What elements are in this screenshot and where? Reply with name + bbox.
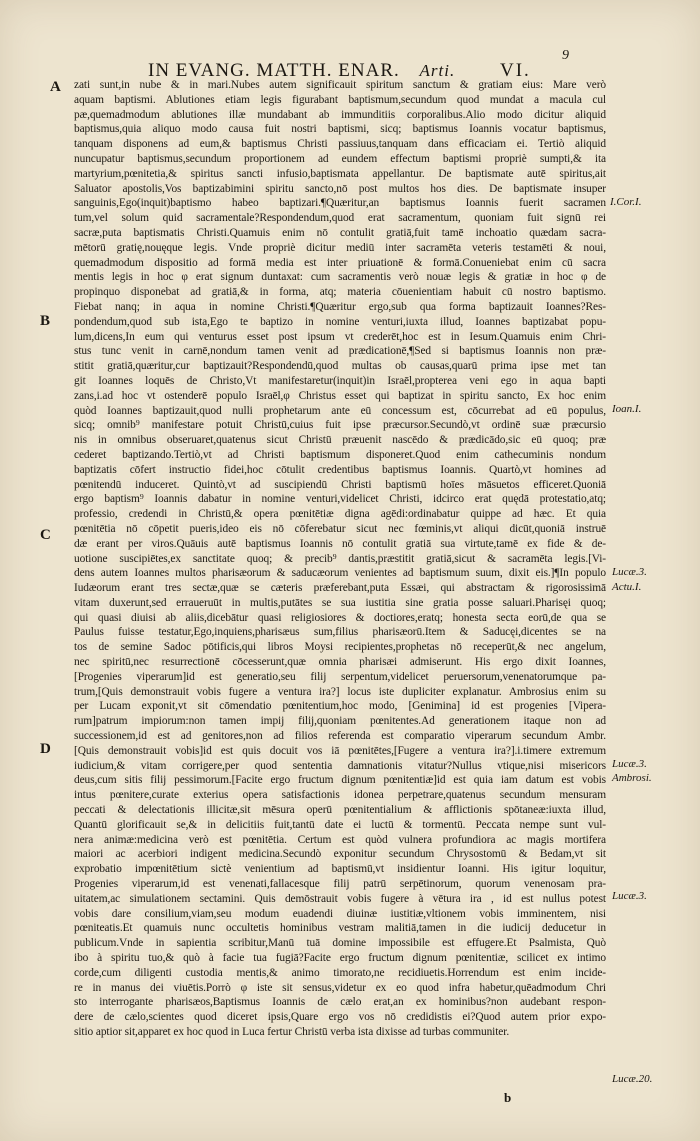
text-line: intus pœnitere,curate exterius opera satisfactionis idonea perpetrare,quatenus secundum mensuram xyxy=(74,789,606,802)
text-line: cederet baptizando.Tertiò,vt ad Christi baptismum disponeret.Quod enim cathecuminis nondum xyxy=(74,448,606,461)
signature-mark: b xyxy=(504,1090,512,1105)
folio-roman: VI. xyxy=(500,60,531,81)
text-line: nuncupatur baptismus,secundum proportionem ad eundem effectum baptismi propriè sumpti,& ita xyxy=(74,152,606,165)
margin-note-luc-2: Lucæ.3. xyxy=(612,758,647,770)
text-line: pœniteatis.Et quamuis nunc occultetis hominibus vestram malitiā,tamen in die iudicij deducetur in xyxy=(74,922,606,935)
margin-note-actu: Actu.I. xyxy=(612,581,642,593)
folio-number: 9 xyxy=(562,48,569,63)
text-line: nec spiritū,nec resurrectionē cōcesserunt,quæ omnia pharisæi admiserunt. His ergo dixit Ioannes, xyxy=(74,656,606,669)
text-line: git Ioannes loquēs de Christo,Vt manifestaretur(inquit)in Israēl,propterea veni ego in aqua bapti xyxy=(74,374,606,387)
text-line: uitatem,ac simulationem sectamini. Quis demōstrauit vobis fugere à vētura ira , id est nullus potest xyxy=(74,892,606,905)
text-line: tos de semine Sadoc pōtificis,qui libros Moysi recipientes,prophetas nō receperūt,& nec angelum, xyxy=(74,641,606,654)
text-line: peccati & delectationis illicitæ,sit mēsura operū pœnitentialium & afflictionis spōtaneæ:iuxta illud, xyxy=(74,804,606,817)
text-line: lum,dicens,In eum qui venturus esset post ipsum vt crederēt,hoc est in Iesum.Quamuis enim Chri- xyxy=(74,330,606,343)
text-line: quemadmodum dispositio ad formā media est inter priuationē & formā.Conueniebat enim cū sacra xyxy=(74,256,606,269)
section-letter-a: A xyxy=(50,79,61,95)
text-line: iudicium,& vitam corrigere,per quod sententia damnationis vitatur?Nullus vtique,nisi misericors xyxy=(74,759,606,772)
text-line: sitio aptior sit,apparet ex hoc quod in Luca fertur Christū verba ista dixisse ad turbas communiter. xyxy=(74,1026,510,1038)
text-line: per Lucam exponit,vt sit cōmendatio pœnitentium,hoc modo, [Genimina] id est progenies [Vipera- xyxy=(74,700,606,713)
text-line: rum]patrum impiorum:non tamen impij filij,quoniam pœnitentes.Ad generationem itaque non ad xyxy=(74,715,606,728)
margin-note-luc-3: Lucæ.3. xyxy=(612,890,647,902)
text-line: aquam baptismi. Ablutiones etiam legis figurabant baptismum,secundum quod mundat a macula cul xyxy=(74,93,606,106)
margin-note-ambrosi: Ambrosi. xyxy=(612,772,652,784)
text-line: tanquam disponens ad eum,& baptismus Christi passiuus,tanquam dans efficaciam ei. Tertiò aliquid xyxy=(74,138,606,151)
text-line: sanguinis,Ego(inquit)baptismo habeo baptizari.¶Quæritur,an baptismus Ioannis fuerit sacramen xyxy=(74,197,606,210)
text-line: qui quasi diuisi ab aliis,dicebātur quasi religiosiores & doctiores,eratq; honesta secta eorū,de qua se xyxy=(74,611,606,624)
section-letter-b: B xyxy=(40,313,51,329)
text-line: nera animæ:medicina verò est pœnitētia. Certum est quòd vulnera profundiora ac magis mortifera xyxy=(74,833,606,846)
text-line: trum,[Quis demonstrauit vobis fugere a ventura ira?] locus iste dupliciter explanatur. Ambrosius enim su xyxy=(74,685,606,698)
text-line: baptismus,quia aliquo modo causa fuit nostri baptismi, sicq; baptismus Ioannis vocatur baptismus, xyxy=(74,123,606,136)
text-line: sto interrogante pharisæos,Baptismus Ioannis de cælo erat,an ex hominibus?non audebant respon- xyxy=(74,996,606,1009)
text-line: martyrium,pœnitetia,& spiritus sancti infusio,baptismata appellantur. De baptismate autē spiritus,ait xyxy=(74,167,606,180)
text-line: deus,cum sitis filij pessimorum.[Facite ergo fructum dignum pœnitentiæ]id est quia iam datum est vobis xyxy=(74,774,606,787)
text-line: zans,i.ad hoc vt ostenderē populo Israēl,φ Christus esset qui baptizat in spiritu sancto, Ex hoc enim xyxy=(74,389,606,402)
text-line: Paulus fuisse testatur,Ego,inquiens,pharisæus sum,filius pharisæorū.Item & Saducęi,dicentes se na xyxy=(74,626,606,639)
text-line: Progenies viperarum,id est venenati,fallacesque filij patrū serpētinorum, quorum venenosam pra- xyxy=(74,878,606,891)
section-letter-d: D xyxy=(40,741,51,757)
text-line: Iudæorum erant tres sectæ,quæ se cæteris præferebant,puta Essæi, qui abstractam & rigorosissimā xyxy=(74,582,606,595)
margin-note-ioan: Ioan.I. xyxy=(612,403,642,415)
text-line: baptizatis cōfert instructio fidei,hoc cōtulit credentibus baptismus Ioannis. Quartò,vt homines ad xyxy=(74,463,606,476)
text-line: mentis legis in hoc φ erat signum duntaxat: cum sacramentis verò nouæ legis & gratiæ in hoc φ de xyxy=(74,271,606,284)
text-line: professio, credendi in Christū,& opera pœnitētiæ digna agēdi:ordinabatur quippe ad hæc. Et quia xyxy=(74,508,606,521)
text-line: mētorū gratię,nouęque legis. Vnde propriè dicitur mediū inter sacramēta veteris testamēti & noui, xyxy=(74,241,606,254)
text-line: propinquo disponebat ad gratiā,& in forma, atq; materia cōuenientiam habuit cū nostro baptismo. xyxy=(74,286,606,299)
margin-note-luc-20: Lucæ.20. xyxy=(612,1073,653,1085)
text-line: Saluator apostolis,Vos baptizabimini spiritu sancto,nō post multos hos dies. De baptismate insuper xyxy=(74,182,606,195)
text-line: sacræ,puta baptismatis Christi.Quamuis enim nō contulit gratiā,fuit tamē inchoatio quædam sacra- xyxy=(74,226,606,239)
text-line: exprobatio impœnitētium sictè venientium ad baptismū,vt insidientur Ioanni. His igitur loquitur, xyxy=(74,863,606,876)
running-head-article: Arti. xyxy=(419,61,456,80)
text-line: stitit gratiā,quæritur,cur baptizauit?Respondendū,quod multas ob causas,quarū prima ipse met tan xyxy=(74,360,606,373)
commentary-body xyxy=(74,78,606,1040)
margin-note-luc-1: Lucæ.3. xyxy=(612,566,647,578)
text-line: vobis dare consilium,viam,seu modum euadendi diuinæ iustitiæ,vltionem vobis imminentem, nisi xyxy=(74,907,606,920)
text-line: Quantū glorificauit se,& in delicitiis fuit,tantū date ei luctū & tormentū. Peccata nempe sunt vul- xyxy=(74,818,606,831)
text-line: sicq; omnib⁹ manifestare potuit Christū,cuius fuit ipse præcursor.Secundò,vt ordinē suæ præcursio xyxy=(74,419,606,432)
margin-note-1cor: I.Cor.I. xyxy=(610,196,642,208)
text-line: pœnitendū induceret. Quintò,vt ad suscipiendū Christi baptismū hoīes māsuetos efficeret.Quoniā xyxy=(74,478,606,491)
text-line: uotione suscipiētes,ex sanctitate quoq; & precib⁹ dantis,præstitit gratiā,sicut & sacramēta legis.[Vi- xyxy=(74,552,606,565)
text-line: dens autem Ioannes multos pharisæorum & saducæorum venientes ad baptismum suum, dixit eis.]¶In populo xyxy=(74,567,606,580)
text-line: [Progenies viperarum]id est generatio,seu filij serpentum,videlicet peruersorum,venenatorumque pa- xyxy=(74,670,606,683)
text-line: tum,vel solum quid sacramentale?Respondendum,quod erat sacramentum, quoniam fuit signū rei xyxy=(74,212,606,225)
text-line: pœnitētia nō cōpetit pueris,ideo eis nō cōferebatur sicut nec fœminis,vt aliqui dicūt,quoniā instruē xyxy=(74,522,606,535)
text-line: zati sunt,in nube & in mari.Nubes autem significauit spiritum sanctum & gratiam eius: Mare verò xyxy=(74,79,606,91)
text-line: pondendum,quod sub ista,Ego te baptizo in nomine venturi,iuxta illud, Ioannes baptizabat popu- xyxy=(74,315,606,328)
text-line: pæ,quemadmodum ablutiones illæ mundabant ab immunditiis corporalibus.Alio modo dicitur aliquid xyxy=(74,108,606,121)
text-line: Fiebat nanq; in aqua in nomine Christi.¶Quæritur ergo,sub qua forma baptizauit Ioannes?Res- xyxy=(74,300,606,313)
text-line: dæ erant per viros.Quāuis autē baptismus Ioannis nō contulit gratiā sua virtute,tamē ex fide & de- xyxy=(74,537,606,550)
text-line: ergo baptism⁹ Ioannis dabatur in nomine venturi,videlicet Christi, idcirco erat quędā protestatio,atq; xyxy=(74,493,606,506)
section-letter-c: C xyxy=(40,527,51,543)
text-line: re in manus dei viuētis.Porrò φ iste sit sensus,videtur ex eo quod infra habetur,quēadmodum Chri xyxy=(74,981,606,994)
text-line: nis in omnibus obseruaret,quatenus sicut Christū præuenit nascēdo & prædicādo,sic eū quoq; præ xyxy=(74,434,606,447)
text-line: [Quis demonstrauit vobis]id est quis docuit vos iā pœnitētes,[Fugere a ventura ira?].i.timere extremum xyxy=(74,744,606,757)
text-line: publicum.Vnde in sapientia scribitur,Manū tuā domine impossibile est effugere.Et Psalmista, Quò xyxy=(74,937,606,950)
text-line: stus tunc venit in carnē,nondum tamen venit ad prædicationē,¶Sed si baptismus Ioannis non præ- xyxy=(74,345,606,358)
text-line: successionem,id est ad genitores,non ad filios referenda est comparatio viperarum secundum Ambr. xyxy=(74,730,606,743)
text-line: dere de cælo,scientes quod diceret ipsis,Quare ergo vos nō credidistis ei?Quod autem prior expo- xyxy=(74,1011,606,1024)
text-line: ibo à spiritu tuo,& quò à facie tua fugiā?Facite ergo fructum dignum pœnitentiæ, scilicet ex intimo xyxy=(74,952,606,965)
text-line: corde,cum diligenti custodia mentis,& animo timorato,ne recidiuetis.Horrendum est enim incide- xyxy=(74,966,606,979)
text-line: vitam duxerunt,sed erraueruūt in multis,putātes se sua iustitia sine gratia posse saluari.Pharisęi quoq; xyxy=(74,596,606,609)
running-head-title: IN EVANG. MATTH. ENAR. xyxy=(148,60,400,81)
text-line: maiori ac acerbiori indigent medicina.Secundò exponitur secundum Chrysostomū & Bedam,vt sit xyxy=(74,848,606,861)
text-line: quòd Ioannes baptizauit,quod nulli prophetarum ante eū concessum est, cōcurrebat ad eū populus, xyxy=(74,404,606,417)
